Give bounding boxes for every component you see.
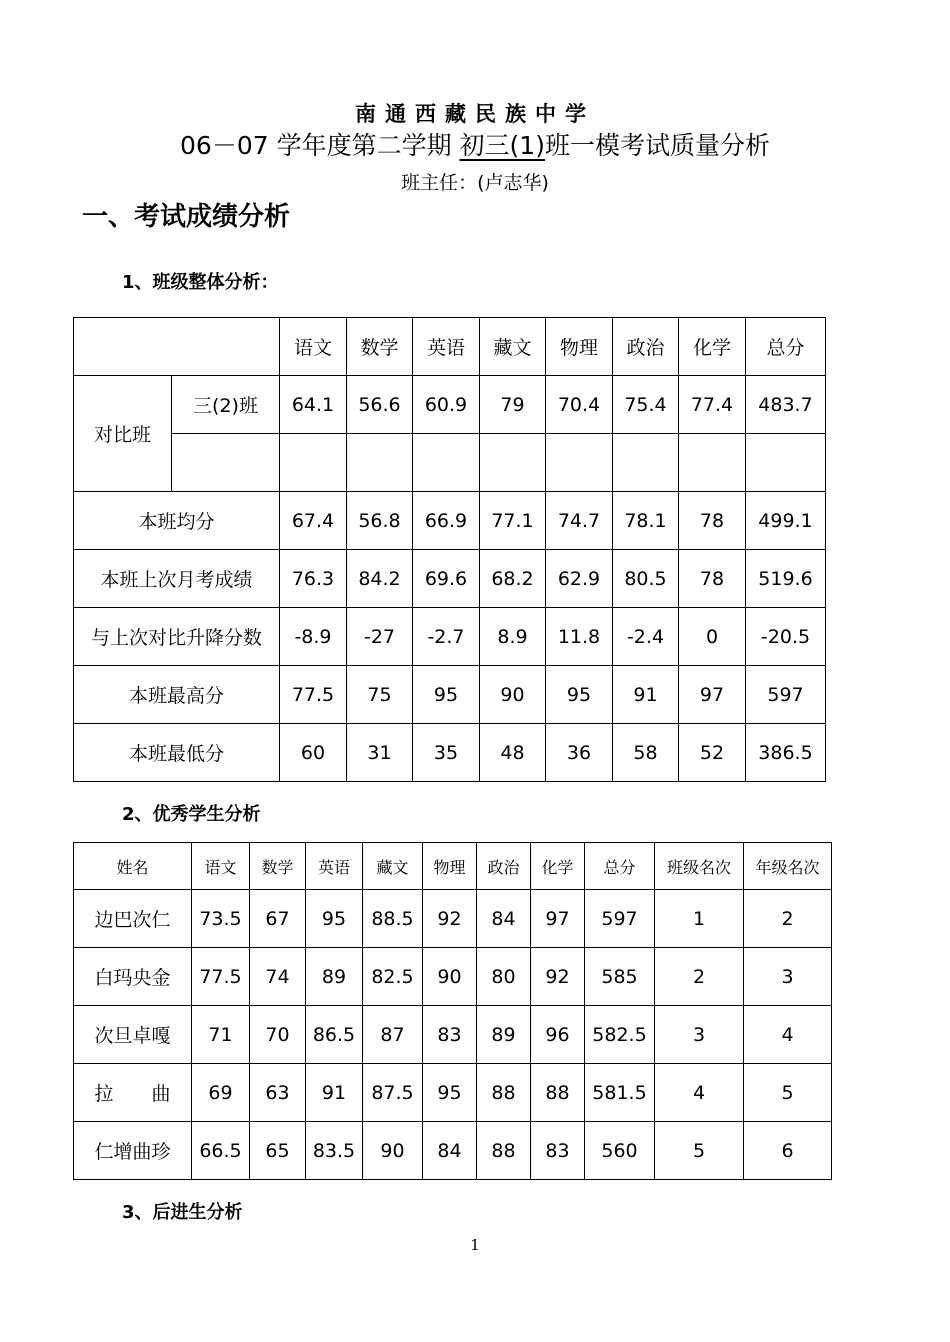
student-name-cell: 白玛央金 [74, 948, 192, 1006]
table-cell: 82.5 [363, 948, 423, 1006]
row-label-cell: 本班均分 [74, 492, 280, 550]
table-cell: 89 [306, 948, 363, 1006]
table-cell: 95 [413, 666, 480, 724]
table-cell: 89 [477, 1006, 531, 1064]
empty-cell [546, 434, 613, 492]
column-header-cell: 姓名 [74, 843, 192, 890]
table-cell: 77.4 [679, 376, 746, 434]
table-cell: 87.5 [363, 1064, 423, 1122]
table-cell: 36 [546, 724, 613, 782]
table-cell: 83.5 [306, 1122, 363, 1180]
column-header-cell: 班级名次 [655, 843, 744, 890]
table-cell: 5 [655, 1122, 744, 1180]
table-cell: 70 [250, 1006, 306, 1064]
table-row [74, 948, 832, 1006]
table-cell: 79 [480, 376, 546, 434]
table-cell: 74.7 [546, 492, 613, 550]
table-cell: 597 [585, 890, 655, 948]
table-cell: 386.5 [746, 724, 826, 782]
empty-cell [613, 434, 679, 492]
table-cell: 3 [655, 1006, 744, 1064]
table-cell: 84 [423, 1122, 477, 1180]
class-overall-table [73, 317, 826, 782]
compare-class-cell: 三(2)班 [172, 376, 280, 434]
empty-cell [280, 434, 347, 492]
table-cell: 56.6 [347, 376, 413, 434]
table-cell: 519.6 [746, 550, 826, 608]
table-cell: 483.7 [746, 376, 826, 434]
subject-header-cell: 总分 [746, 318, 826, 376]
empty-cell [347, 434, 413, 492]
table-cell: 90 [480, 666, 546, 724]
table-cell: 92 [531, 948, 585, 1006]
table-row [74, 550, 826, 608]
table-cell: 78 [679, 550, 746, 608]
empty-cell [480, 434, 546, 492]
table-cell: 31 [347, 724, 413, 782]
table-cell: 76.3 [280, 550, 347, 608]
school-name: 南通西藏民族中学 [355, 102, 595, 126]
table-row [74, 1006, 832, 1064]
table-cell: 87 [363, 1006, 423, 1064]
table-cell: 5 [744, 1064, 832, 1122]
table-cell: 2 [655, 948, 744, 1006]
table-cell: 48 [480, 724, 546, 782]
page-number: 1 [470, 1236, 480, 1254]
table-cell: 52 [679, 724, 746, 782]
subheading-class-analysis: 1、班级整体分析： [122, 272, 279, 293]
table-cell: 560 [585, 1122, 655, 1180]
table-cell: 66.9 [413, 492, 480, 550]
table-corner-cell [74, 318, 280, 376]
row-label-cell: 与上次对比升降分数 [74, 608, 280, 666]
table-row [74, 1064, 832, 1122]
title-suffix: 班一模考试质量分析 [544, 131, 770, 160]
table-cell: 74 [250, 948, 306, 1006]
subject-header-cell: 语文 [280, 318, 347, 376]
subheading-top-students: 2、优秀学生分析 [122, 804, 261, 825]
table-cell: 64.1 [280, 376, 347, 434]
table-cell: 84.2 [347, 550, 413, 608]
class-overall-table-body [74, 318, 826, 782]
subject-header-cell: 物理 [546, 318, 613, 376]
column-header-cell: 藏文 [363, 843, 423, 890]
table-cell: 4 [655, 1064, 744, 1122]
row-label-cell: 本班上次月考成绩 [74, 550, 280, 608]
table-cell: 83 [423, 1006, 477, 1064]
table-cell: 35 [413, 724, 480, 782]
row-label-cell: 本班最高分 [74, 666, 280, 724]
table-row [74, 492, 826, 550]
table-cell: 96 [531, 1006, 585, 1064]
table-cell: 78 [679, 492, 746, 550]
table-cell: 88 [477, 1064, 531, 1122]
table-cell: 97 [531, 890, 585, 948]
table-cell: 65 [250, 1122, 306, 1180]
table-cell: -27 [347, 608, 413, 666]
table-row [74, 608, 826, 666]
table-cell: 95 [546, 666, 613, 724]
student-name-cell: 边巴次仁 [74, 890, 192, 948]
column-header-cell: 语文 [192, 843, 250, 890]
table-row [74, 890, 832, 948]
table-cell: 97 [679, 666, 746, 724]
table-header-row [74, 843, 832, 890]
table-cell: 92 [423, 890, 477, 948]
table-cell: 585 [585, 948, 655, 1006]
table-cell: 91 [306, 1064, 363, 1122]
table-cell: 69 [192, 1064, 250, 1122]
table-cell: 80.5 [613, 550, 679, 608]
compare-label-cell: 对比班 [74, 376, 172, 492]
table-cell: 80 [477, 948, 531, 1006]
subject-header-cell: 藏文 [480, 318, 546, 376]
title-prefix: 06－07 学年度第二学期 [180, 131, 460, 160]
table-cell: 90 [423, 948, 477, 1006]
empty-cell [679, 434, 746, 492]
table-cell: 77.5 [192, 948, 250, 1006]
subject-header-cell: 政治 [613, 318, 679, 376]
table-cell: 73.5 [192, 890, 250, 948]
table-cell: 4 [744, 1006, 832, 1064]
table-cell: 77.1 [480, 492, 546, 550]
table-cell: 95 [423, 1064, 477, 1122]
table-row [74, 724, 826, 782]
table-cell: 0 [679, 608, 746, 666]
table-cell: 88 [531, 1064, 585, 1122]
table-cell: 62.9 [546, 550, 613, 608]
empty-cell [746, 434, 826, 492]
table-cell: 60 [280, 724, 347, 782]
table-cell: 78.1 [613, 492, 679, 550]
table-cell: 2 [744, 890, 832, 948]
subheading-weak-students: 3、后进生分析 [122, 1202, 243, 1223]
column-header-cell: 英语 [306, 843, 363, 890]
subject-header-cell: 数学 [347, 318, 413, 376]
subject-header-cell: 英语 [413, 318, 480, 376]
table-cell: 8.9 [480, 608, 546, 666]
section-heading: 一、考试成绩分析 [82, 202, 291, 232]
table-cell: 60.9 [413, 376, 480, 434]
row-label-cell: 本班最低分 [74, 724, 280, 782]
column-header-cell: 数学 [250, 843, 306, 890]
table-cell: 71 [192, 1006, 250, 1064]
empty-cell [413, 434, 480, 492]
table-row [74, 1122, 832, 1180]
column-header-cell: 总分 [585, 843, 655, 890]
title-class: 初三(1) [459, 131, 545, 160]
table-cell: 67.4 [280, 492, 347, 550]
subject-header-cell: 化学 [679, 318, 746, 376]
table-cell: 88 [477, 1122, 531, 1180]
column-header-cell: 化学 [531, 843, 585, 890]
student-name-cell: 拉 曲 [74, 1064, 192, 1122]
table-cell: 70.4 [546, 376, 613, 434]
table-cell: 63 [250, 1064, 306, 1122]
table-cell: 67 [250, 890, 306, 948]
table-cell: -20.5 [746, 608, 826, 666]
top-students-table [73, 842, 832, 1180]
table-cell: 1 [655, 890, 744, 948]
table-cell: 75.4 [613, 376, 679, 434]
table-cell: 83 [531, 1122, 585, 1180]
table-cell: 581.5 [585, 1064, 655, 1122]
empty-cell [172, 434, 280, 492]
top-students-table-body [74, 843, 832, 1180]
table-cell: 3 [744, 948, 832, 1006]
table-cell: 11.8 [546, 608, 613, 666]
table-cell: 6 [744, 1122, 832, 1180]
head-teacher: 班主任：(卢志华) [401, 172, 549, 194]
table-cell: 88.5 [363, 890, 423, 948]
table-cell: 77.5 [280, 666, 347, 724]
table-cell: 68.2 [480, 550, 546, 608]
table-cell: 84 [477, 890, 531, 948]
column-header-cell: 政治 [477, 843, 531, 890]
table-cell: 582.5 [585, 1006, 655, 1064]
table-header-row [74, 318, 826, 376]
table-cell: 90 [363, 1122, 423, 1180]
table-cell: 66.5 [192, 1122, 250, 1180]
table-cell: 499.1 [746, 492, 826, 550]
table-cell: 56.8 [347, 492, 413, 550]
table-cell: 69.6 [413, 550, 480, 608]
student-name-cell: 次旦卓嘎 [74, 1006, 192, 1064]
table-row [74, 434, 826, 492]
table-cell: 597 [746, 666, 826, 724]
table-cell: -2.7 [413, 608, 480, 666]
table-row [74, 666, 826, 724]
student-name-cell: 仁增曲珍 [74, 1122, 192, 1180]
table-cell: 75 [347, 666, 413, 724]
document-title [0, 126, 950, 162]
table-row [74, 376, 826, 434]
column-header-cell: 物理 [423, 843, 477, 890]
column-header-cell: 年级名次 [744, 843, 832, 890]
table-cell: 95 [306, 890, 363, 948]
table-cell: 86.5 [306, 1006, 363, 1064]
table-cell: 91 [613, 666, 679, 724]
table-cell: -8.9 [280, 608, 347, 666]
table-cell: -2.4 [613, 608, 679, 666]
table-cell: 58 [613, 724, 679, 782]
